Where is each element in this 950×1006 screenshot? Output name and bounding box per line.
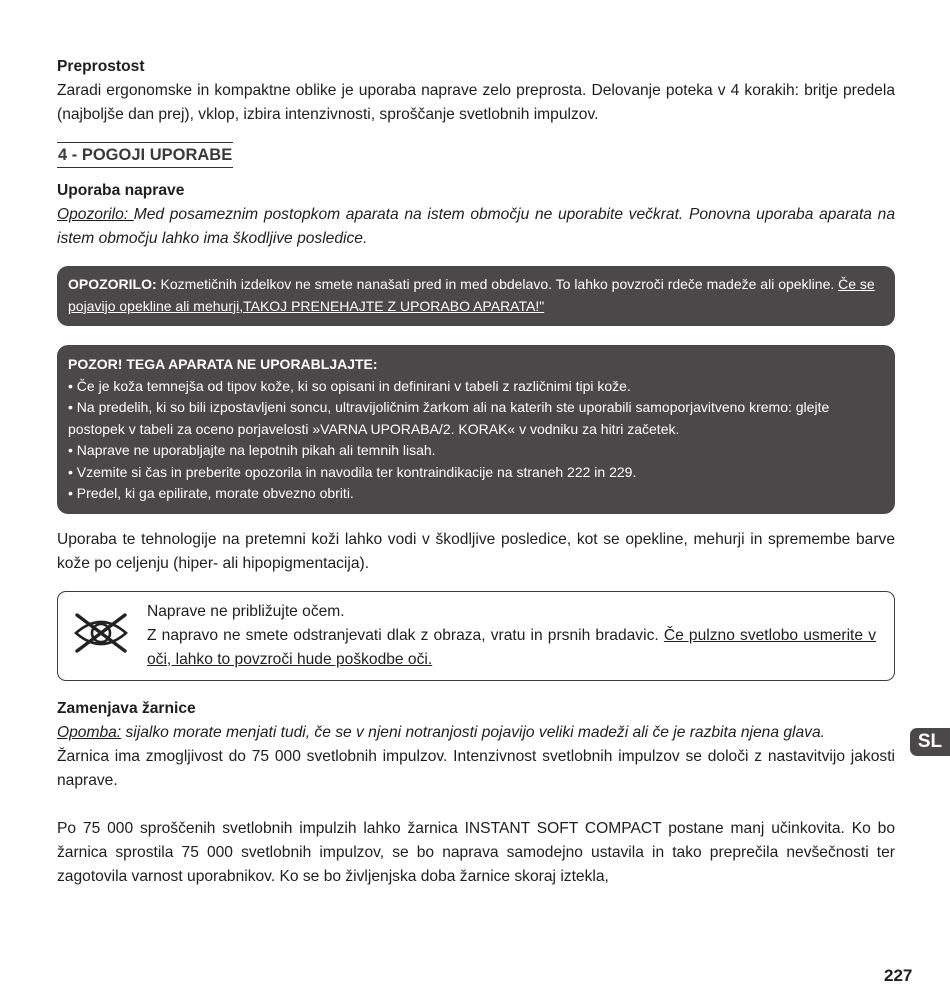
page-number: 227 bbox=[884, 966, 913, 985]
simplicity-title: Preprostost bbox=[57, 58, 145, 75]
eye-warning-underlined: Če pulzno svetlobo usmerite v oči, lahko to povzroči hude poškodbe oči. bbox=[147, 626, 876, 668]
contraindication-item: • Vzemite si čas in preberite opozorila in navodila ter kontraindikacije na straneh 222 in 229. bbox=[68, 463, 637, 480]
cosmetics-warning-text: Kozmetičnih izdelkov ne smete nanašati pred in med obdelavo. To lahko povzroči rdeče madeže ali opekline. bbox=[156, 276, 839, 292]
dark-skin-note: Uporaba te tehnologije na pretemni koži lahko vodi v škodljive posledice, kot se opekline, mehurji in spremembe barve kože po celjenju (hiper- ali hipopigmentacija). bbox=[57, 530, 895, 572]
crossed-eye-icon bbox=[72, 612, 130, 662]
contraindications-box bbox=[57, 345, 895, 514]
eye-warning-line1: Naprave ne približujte očem. bbox=[147, 602, 345, 620]
section-heading: 4 - POGOJI UPORABE bbox=[57, 142, 233, 168]
contraindication-item: • Na predelih, ki so bili izpostavljeni soncu, ultravijoličnim žarkom ali na katerih ste uporabili samoporjavitveno kremo: glejte postopek v tabeli za oceno porjavelosti »VARNA UPORABA/2. KORAK« v vodniku za hitri začetek. bbox=[68, 399, 830, 437]
usage-warning bbox=[57, 203, 895, 251]
lamp-note-label: Opomba: bbox=[57, 723, 122, 741]
usage-subheading: Uporaba naprave bbox=[57, 182, 185, 199]
lamp-note-text: sijalko morate menjati tudi, če se v njeni notranjosti pojavijo veliki madeži ali če je razbita njena glava. bbox=[121, 723, 825, 741]
simplicity-body: Zaradi ergonomske in kompaktne oblike je uporaba naprave zelo preprosta. Delovanje poteka v 4 korakih: britje predela (najboljše dan prej), vklop, izbira intenzivnosti, sproščanje svetlobnih impulzov. bbox=[57, 82, 895, 123]
eye-warning-box bbox=[57, 591, 895, 681]
eye-warning-line2 bbox=[147, 624, 876, 672]
lamp-title: Zamenjava žarnice bbox=[57, 699, 196, 717]
lamp-capacity: Žarnica ima zmogljivost do 75 000 svetlobnih impulzov. Intenzivnost svetlobnih impulzov se določi z nastavitvijo jakosti naprave. bbox=[57, 747, 895, 789]
language-tab: SL bbox=[910, 728, 950, 756]
lamp-note bbox=[57, 721, 895, 745]
contraindication-item: • Naprave ne uporabljajte na lepotnih pikah ali temnih lisah. bbox=[68, 442, 436, 458]
cosmetics-warning-box bbox=[57, 266, 895, 326]
contraindications-title: POZOR! TEGA APARATA NE UPORABLJAJTE: bbox=[68, 356, 378, 372]
cosmetics-warning-underlined: Če se pojavijo opekline ali mehurji,TAKOJ PRENEHAJTE Z UPORABO APARATA!" bbox=[68, 276, 875, 314]
lamp-after: Po 75 000 sproščenih svetlobnih impulzih lahko žarnica INSTANT SOFT COMPACT postane manj učinkovita. Ko bo žarnica sprostila 75 000 svetlobnih impulzov, se bo naprava samodejno ustavila in tako preprečila nevšečnosti ter zagotovila varnost uporabnikov. Ko se bo življenjska doba žarnice skoraj iztekla, bbox=[57, 819, 895, 885]
eye-warning-text: Z napravo ne smete odstranjevati dlak z obraza, vratu in prsnih bradavic. bbox=[147, 626, 664, 644]
warning-label: Opozorilo: bbox=[57, 206, 134, 223]
warning-text: Med posameznim postopkom aparata na istem območju ne uporabite večkrat. Ponovna uporaba aparata na istem območju lahko ima škodljive posledice. bbox=[57, 206, 895, 247]
cosmetics-warning-label: OPOZORILO: bbox=[68, 276, 157, 292]
contraindication-item: • Če je koža temnejša od tipov kože, ki so opisani in definirani v tabeli z različnimi tipi kože. bbox=[68, 377, 631, 394]
contraindication-item: • Predel, ki ga epilirate, morate obvezno obriti. bbox=[68, 485, 354, 501]
page-content bbox=[57, 55, 895, 889]
